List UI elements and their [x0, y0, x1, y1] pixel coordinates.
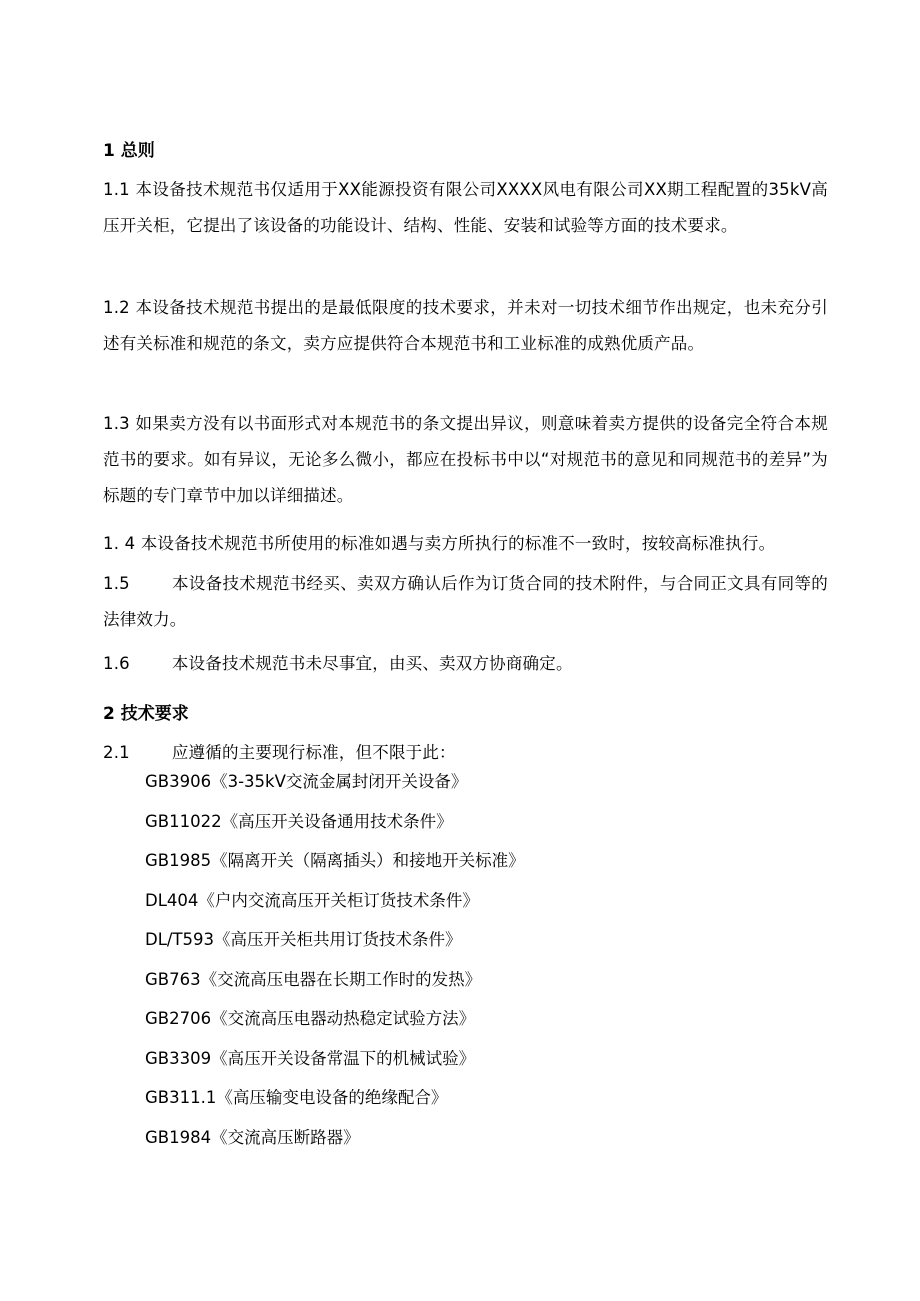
standard-item: GB11022《高压开关设备通用技术条件》	[145, 811, 453, 831]
clause-1-3: 1.3 如果卖方没有以书面形式对本规范书的条文提出异议，则意味着卖方提供的设备完全符合本规范书的要求。如有异议，无论多么微小，都应在投标书中以“对规范书的意见和同规范书的差异”为标题的专门章节中加以详细描述。	[103, 414, 828, 505]
standard-item: GB763《交流高压电器在长期工作时的发热》	[145, 969, 482, 989]
clause-1-1: 1.1 本设备技术规范书仅适用于XX能源投资有限公司XXXX风电有限公司XX期工程配置的35kV高压开关柜，它提出了该设备的功能设计、结构、性能、安装和试验等方面的技术要求。	[103, 180, 828, 235]
standard-item: DL404《户内交流高压开关柜订货技术条件》	[145, 890, 479, 910]
clause-1-4: 1. 4 本设备技术规范书所使用的标准如遇与卖方所执行的标准不一致时，按较高标准执行。	[103, 534, 776, 553]
clause-1-5-text: 本设备技术规范书经买、卖双方确认后作为订货合同的技术附件，与合同正文具有同等的法律效力。	[103, 574, 828, 629]
clause-2-1-number: 2.1	[103, 743, 130, 762]
clause-1-2: 1.2 本设备技术规范书提出的是最低限度的技术要求，并未对一切技术细节作出规定，也未充分引述有关标准和规范的条文，卖方应提供符合本规范书和工业标准的成熟优质产品。	[103, 298, 828, 353]
standards-list	[145, 770, 525, 1165]
clause-2-1	[103, 735, 828, 771]
clause-2-1-text: 应遵循的主要现行标准，但不限于此：	[171, 743, 456, 762]
standard-item: GB3906《3-35kV交流金属封闭开关设备》	[145, 772, 468, 791]
clause-1-6-text: 本设备技术规范书未尽事宜，由买、卖双方协商确定。	[171, 654, 573, 673]
clause-1-6-number: 1.6	[103, 654, 130, 673]
clause-1-5-number: 1.5	[103, 574, 130, 593]
standard-item: GB1985《隔离开关（隔离插头）和接地开关标准》	[145, 851, 525, 870]
section-1-heading: 1 总则	[103, 141, 155, 161]
standard-item: GB1984《交流高压断路器》	[145, 1127, 360, 1147]
clause-1-6	[103, 646, 828, 682]
standard-item: DL/T593《高压开关柜共用订货技术条件》	[145, 930, 462, 949]
standard-item: GB2706《交流高压电器动热稳定试验方法》	[145, 1009, 476, 1028]
section-2-heading: 2 技术要求	[103, 704, 189, 724]
clause-1-5	[103, 566, 828, 638]
standard-item: GB311.1《高压输变电设备的绝缘配合》	[145, 1088, 448, 1107]
standard-item: GB3309《高压开关设备常温下的机械试验》	[145, 1048, 476, 1068]
